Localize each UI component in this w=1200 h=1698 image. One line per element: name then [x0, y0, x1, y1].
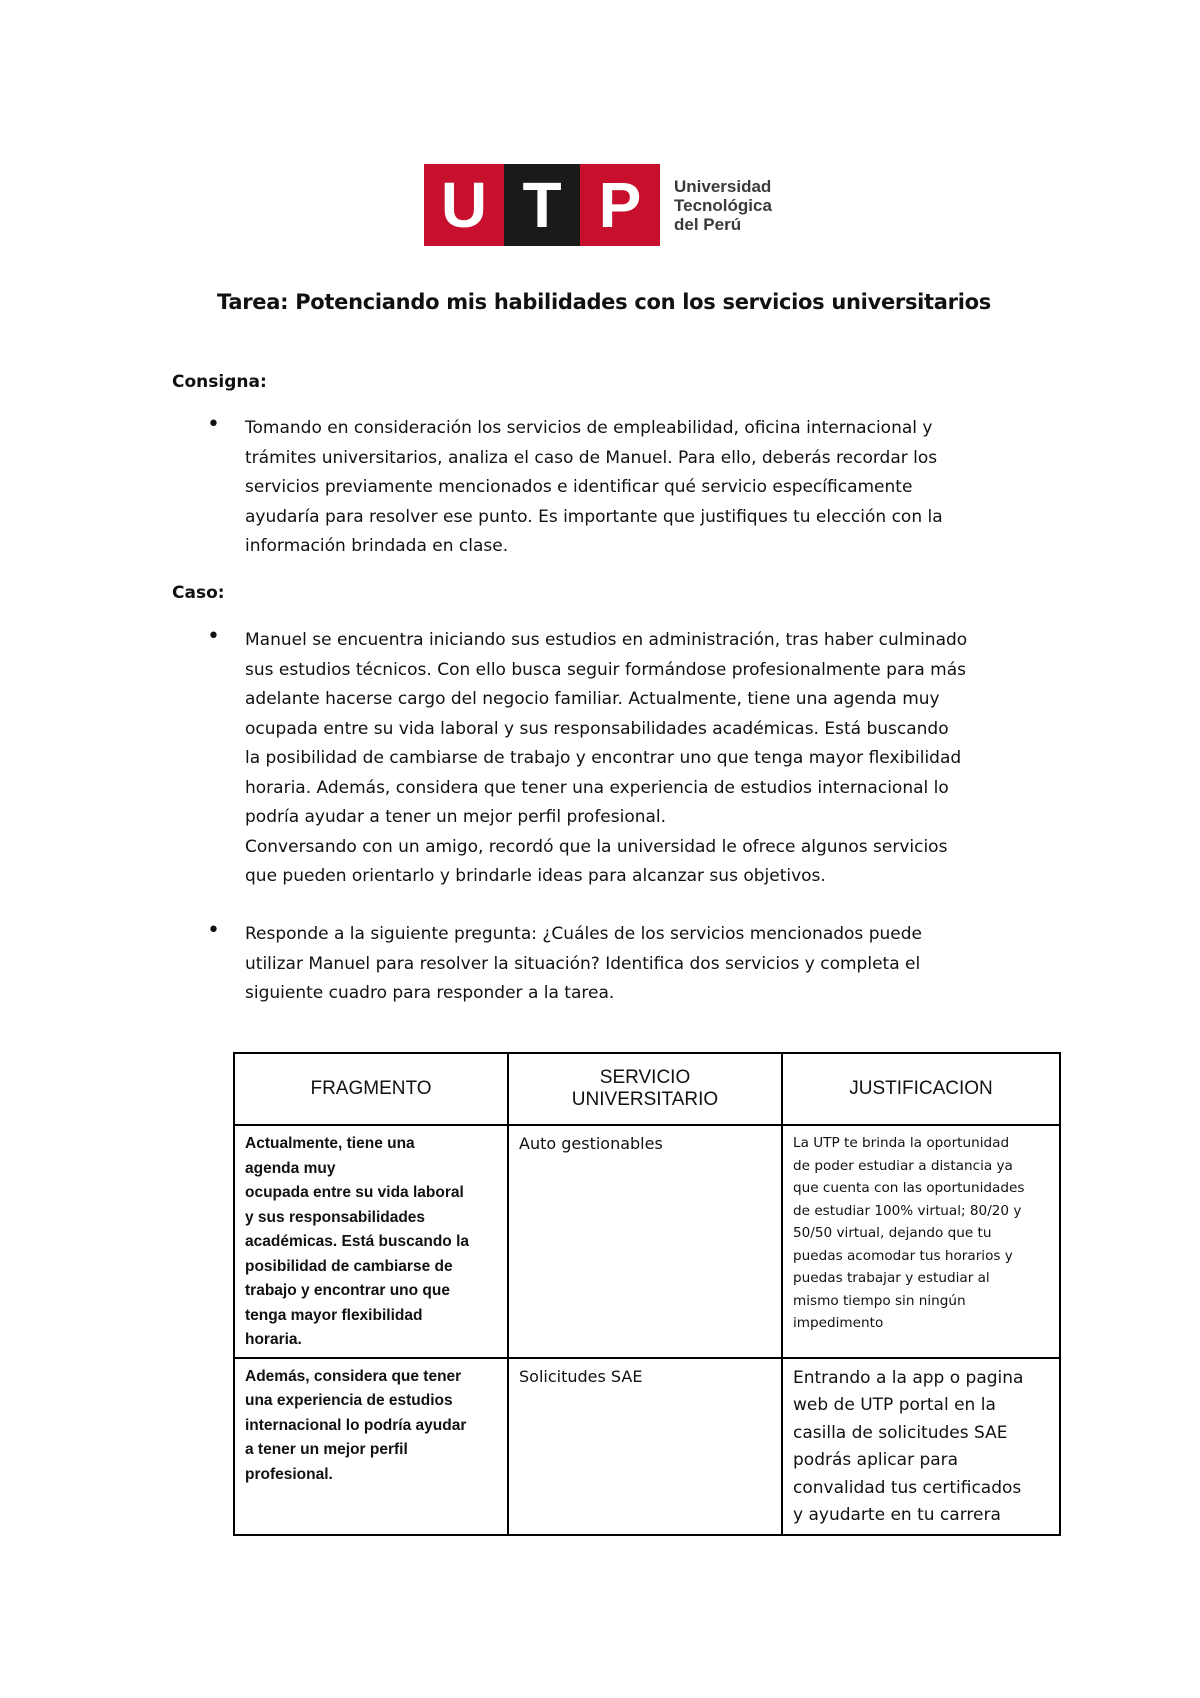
- bullet-icon: •: [207, 624, 220, 649]
- text-line: ayudaría para resolver ese punto. Es importante que justifiques tu elección con la: [245, 506, 943, 527]
- cell-line: Entrando a la app o pagina: [793, 1367, 1024, 1388]
- cell-line: tenga mayor flexibilidad: [245, 1306, 423, 1324]
- utp-logo-mark: [424, 164, 660, 246]
- cell-line: convalidad tus certificados: [793, 1477, 1022, 1498]
- cell-justificacion: [782, 1358, 1060, 1535]
- text-line: adelante hacerse cargo del negocio familiar. Actualmente, tiene una agenda muy: [245, 689, 940, 709]
- cell-line: impedimento: [793, 1315, 884, 1331]
- cell-line: agenda muy: [245, 1159, 336, 1177]
- caso-label: Caso:: [172, 583, 225, 603]
- cell-line: internacional lo podría ayudar: [245, 1416, 467, 1434]
- text-line: servicios previamente mencionados e identificar qué servicio específicamente: [245, 477, 913, 497]
- logo-letter-p: P: [580, 164, 660, 246]
- services-table: [233, 1052, 1061, 1536]
- cell-line: ocupada entre su vida laboral: [245, 1184, 464, 1201]
- document-title: Tarea: Potenciando mis habilidades con los servicios universitarios: [217, 290, 991, 314]
- header-servicio: [508, 1053, 782, 1125]
- cell-line: podrás aplicar para: [793, 1450, 959, 1470]
- cell-line: Actualmente, tiene una: [245, 1135, 415, 1152]
- cell-line: una experiencia de estudios: [245, 1392, 453, 1409]
- cell-line: a tener un mejor perfil: [245, 1441, 408, 1458]
- pregunta-paragraph: [245, 920, 1045, 1009]
- text-line: trámites universitarios, analiza el caso de Manuel. Para ello, deberás recordar los: [245, 447, 938, 468]
- header-line: SERVICIO: [599, 1067, 691, 1088]
- text-line: horaria. Además, considera que tener una experiencia de estudios internacional lo: [245, 777, 949, 798]
- cell-line: La UTP te brinda la oportunidad: [793, 1135, 1010, 1151]
- cell-line: web de UTP portal en la: [793, 1395, 996, 1415]
- cell-line: profesional.: [245, 1465, 333, 1483]
- caso-paragraph: [245, 626, 1045, 892]
- logo-text-line: Tecnológica: [674, 195, 772, 215]
- cell-line: Además, considera que tener: [245, 1367, 462, 1385]
- cell-line: casilla de solicitudes SAE: [793, 1422, 1008, 1443]
- cell-line: puedas acomodar tus horarios y: [793, 1247, 1013, 1264]
- logo-text-line: Universidad: [674, 176, 772, 196]
- cell-line: académicas. Está buscando la: [245, 1233, 469, 1250]
- table-row: [234, 1358, 1060, 1535]
- text-line: utilizar Manuel para resolver la situación? Identifica dos servicios y completa el: [245, 953, 921, 974]
- text-line: la posibilidad de cambiarse de trabajo y encontrar uno que tenga mayor flexibilidad: [245, 748, 962, 768]
- bullet-icon: •: [207, 918, 220, 943]
- bullet-icon: •: [207, 412, 220, 437]
- logo-letter-u: U: [424, 164, 504, 246]
- text-line: Conversando con un amigo, recordó que la universidad le ofrece algunos servicios: [245, 836, 948, 857]
- cell-line: trabajo y encontrar uno que: [245, 1282, 450, 1299]
- logo-text-line: del Perú: [674, 214, 742, 234]
- header-line: UNIVERSITARIO: [571, 1089, 719, 1110]
- text-line: información brindada en clase.: [245, 536, 509, 556]
- consigna-label: Consigna:: [172, 372, 267, 392]
- text-line: Manuel se encuentra iniciando sus estudios en administración, tras haber culminado: [245, 630, 968, 650]
- cell-fragmento: [234, 1125, 508, 1358]
- utp-logo: [424, 164, 792, 246]
- text-line: sus estudios técnicos. Con ello busca seguir formándose profesionalmente para más: [245, 659, 967, 680]
- table-row: [234, 1125, 1060, 1358]
- text-line: podría ayudar a tener un mejor perfil profesional.: [245, 807, 667, 827]
- cell-line: 50/50 virtual, dejando que tu: [793, 1225, 992, 1241]
- text-line: ocupada entre su vida laboral y sus responsabilidades académicas. Está buscando: [245, 718, 949, 739]
- text-line: Responde a la siguiente pregunta: ¿Cuáles de los servicios mencionados puede: [245, 924, 922, 944]
- header-justificacion: JUSTIFICACION: [782, 1053, 1060, 1125]
- cell-line: puedas trabajar y estudiar al: [793, 1270, 990, 1286]
- cell-line: que cuenta con las oportunidades: [793, 1180, 1025, 1196]
- cell-line: horaria.: [245, 1331, 302, 1348]
- table-header-row: [234, 1053, 1060, 1125]
- cell-line: de poder estudiar a distancia ya: [793, 1157, 1013, 1174]
- cell-line: y ayudarte en tu carrera: [793, 1505, 1001, 1525]
- text-line: Tomando en consideración los servicios de empleabilidad, oficina internacional y: [245, 418, 933, 438]
- cell-line: posibilidad de cambiarse de: [245, 1257, 453, 1275]
- cell-line: y sus responsabilidades: [245, 1208, 426, 1226]
- cell-line: mismo tiempo sin ningún: [793, 1292, 966, 1309]
- logo-university-name: [674, 177, 772, 234]
- logo-letter-t: T: [504, 164, 580, 246]
- consigna-paragraph: [245, 414, 1045, 562]
- cell-justificacion: [782, 1125, 1060, 1358]
- text-line: que pueden orientarlo y brindarle ideas para alcanzar sus objetivos.: [245, 866, 826, 886]
- cell-fragmento: [234, 1358, 508, 1535]
- text-line: siguiente cuadro para responder a la tarea.: [245, 983, 615, 1003]
- cell-line: de estudiar 100% virtual; 80/20 y: [793, 1202, 1022, 1219]
- cell-servicio: Auto gestionables: [508, 1125, 782, 1358]
- cell-servicio: Solicitudes SAE: [508, 1358, 782, 1535]
- header-fragmento: FRAGMENTO: [234, 1053, 508, 1125]
